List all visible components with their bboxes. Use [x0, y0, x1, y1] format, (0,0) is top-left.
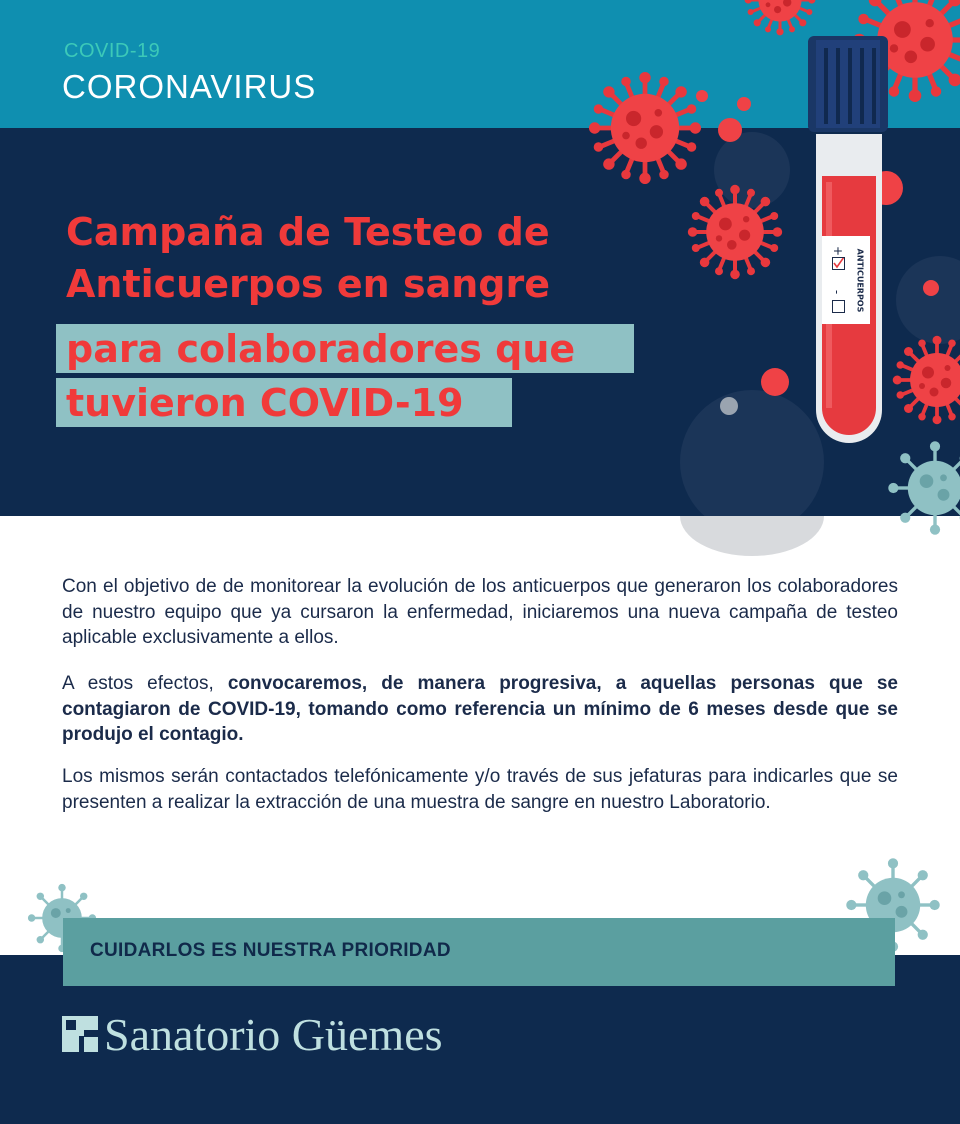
bubble-shape: [720, 397, 738, 415]
tube-label: [850, 240, 864, 320]
eyebrow-label: COVID-19: [64, 40, 161, 62]
tube-plus: +: [831, 245, 846, 257]
paragraph-lead: A estos efectos,: [62, 673, 228, 694]
virus-icon: [888, 441, 960, 535]
checkbox-checked-icon: [832, 257, 845, 270]
bubble-shape: [896, 256, 960, 344]
dot-shape: [737, 97, 751, 111]
brand-name: Sanatorio Güemes: [104, 1009, 443, 1060]
bubble-shape: [680, 516, 824, 556]
paragraph-emphasis: convocaremos, de manera progresiva, a aquellas personas que se contagiaron de COVID-19, tomando como referencia un mínimo de 6 meses desde que se produjo el contagio.: [62, 673, 898, 745]
body-paragraph-3: Los mismos serán contactados telefónicamente y/o través de sus jefaturas para indicarles que se presenten a realizar la extracción de una muestra de sangre en nuestro Laboratorio.: [62, 766, 898, 813]
dot-shape: [761, 368, 789, 396]
headline-line-4: tuvieron COVID-19: [66, 381, 464, 425]
sanatorio-logo-icon: [62, 1016, 98, 1052]
virus-icon: [589, 72, 701, 184]
headline-line-1: Campaña de Testeo de: [66, 210, 550, 254]
priority-banner-text: CUIDARLOS ES NUESTRA PRIORIDAD: [90, 940, 451, 961]
tube-minus: -: [830, 289, 845, 295]
bubble-shape: [680, 390, 824, 534]
blood-test-tube-icon: [808, 36, 888, 443]
headline-line-3: para colaboradores que: [66, 327, 576, 371]
virus-icon: [688, 185, 782, 279]
topic-title: CORONAVIRUS: [62, 68, 317, 105]
tube-label-text: ANTICUERPOS: [855, 248, 865, 313]
headline-line-2: Anticuerpos en sangre: [66, 262, 550, 306]
dot-shape: [718, 118, 742, 142]
checkbox-empty-icon: [832, 300, 845, 313]
body-paragraph-1: Con el objetivo de de monitorear la evolución de los anticuerpos que generaron los colaboradores de nuestro equipo que ya cursaron la enfermedad, iniciaremos una nueva campaña de testeo aplicable exclusivamente a ellos.: [62, 576, 898, 648]
dot-shape: [923, 280, 939, 296]
body-paragraph-2: [62, 671, 898, 748]
virus-icon: [893, 336, 960, 425]
dot-shape: [696, 90, 708, 102]
virus-icon: [745, 0, 816, 35]
